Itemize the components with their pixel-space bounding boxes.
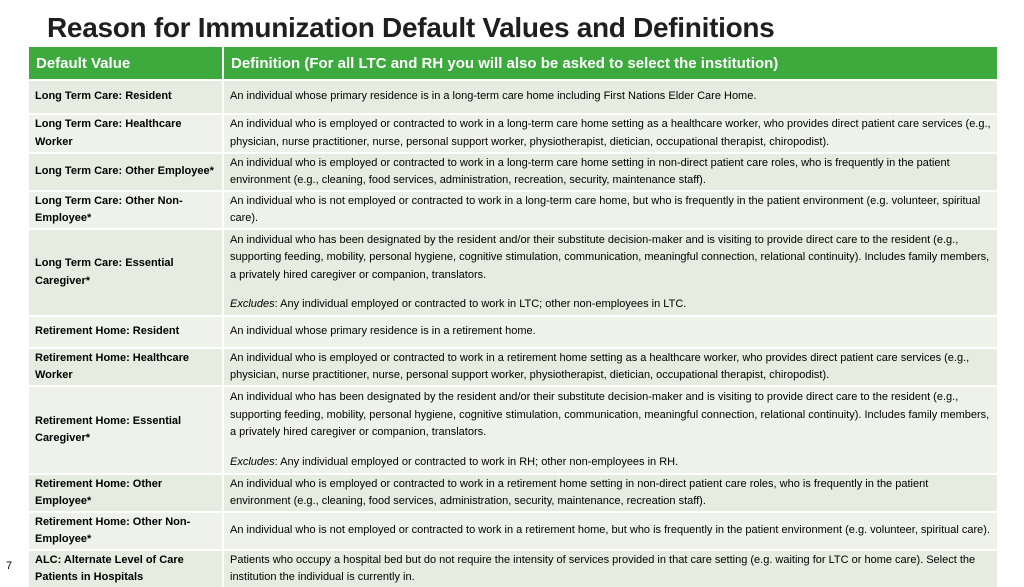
table-row (29, 511, 997, 549)
row-definition: An individual who is not employed or contracted to work in a long-term care home, but who is frequently in the patient environment (e.g. volunteer, spiritual care). (224, 192, 997, 228)
table-row (29, 473, 997, 511)
row-value: Retirement Home: Resident (29, 317, 224, 347)
row-definition: An individual who is employed or contracted to work in a retirement home setting in non-direct patient care roles, who is frequently in the patient environment (e.g., cleaning, food services, administration, security, maintenance, recreation staff). (224, 475, 997, 511)
row-value: Long Term Care: Resident (29, 81, 224, 113)
row-value: ALC: Alternate Level of Care Patients in Hospitals (29, 551, 224, 587)
row-value: Long Term Care: Healthcare Worker (29, 115, 224, 152)
row-definition: An individual who has been designated by the resident and/or their substitute decision-maker and is visiting to provide direct care to the resident (e.g., supporting feeding, mobility, personal hygiene, cognitive stimulation, communication, meaningful connection, relational continuity). Includes family members, a privately hired caregiver or companion, translators. Excludes: Any individual employed or contracted to work in LTC; other non-employees in LTC. (224, 230, 997, 315)
excludes-label: Excludes (230, 298, 275, 310)
table-header (29, 47, 997, 79)
page-number: 7 (6, 560, 13, 572)
table-row (29, 315, 997, 347)
page-title: Reason for Immunization Default Values and Definitions (47, 12, 775, 43)
row-value: Long Term Care: Other Non-Employee* (29, 192, 224, 228)
row-definition: An individual who is not employed or contracted to work in a retirement home, but who is frequently in the patient environment (e.g. volunteer, spiritual care). (224, 513, 997, 549)
row-value: Retirement Home: Other Non-Employee* (29, 513, 224, 549)
row-value: Retirement Home: Other Employee* (29, 475, 224, 511)
table-row (29, 385, 997, 473)
header-definition: Definition (For all LTC and RH you will also be asked to select the institution) (224, 47, 997, 79)
row-definition: An individual who is employed or contracted to work in a long-term care home setting as a healthcare worker, who provides direct patient care services (e.g., physician, nurse practitioner, nurse, personal support worker, physiotherapist, dietician, occupational therapist, chiropodist). (224, 115, 997, 152)
table-row (29, 549, 997, 587)
table-row (29, 79, 997, 113)
row-value: Long Term Care: Essential Caregiver* (29, 230, 224, 315)
row-definition: An individual whose primary residence is in a retirement home. (224, 317, 997, 347)
row-definition: An individual who is employed or contracted to work in a retirement home setting as a healthcare worker, who provides direct patient care services (e.g., physician, nurse practitioner, nurse, personal support worker, physiotherapist, dietician, occupational therapist, chiropodist). (224, 349, 997, 385)
row-value: Long Term Care: Other Employee* (29, 154, 224, 190)
table-row (29, 228, 997, 315)
row-definition: Patients who occupy a hospital bed but do not require the intensity of services provided in that care setting (e.g. waiting for LTC or home care). Select the institution the individual is currently in. (224, 551, 997, 587)
table-row (29, 190, 997, 228)
table-row (29, 347, 997, 385)
excludes-label: Excludes (230, 455, 275, 468)
row-definition: An individual who is employed or contracted to work in a long-term care home setting in non-direct patient care roles, who is frequently in the patient environment (e.g., cleaning, food services, administration, recreation, security, maintenance staff). (224, 154, 997, 190)
definitions-table (29, 47, 997, 587)
table-row (29, 152, 997, 190)
header-default-value: Default Value (29, 47, 224, 79)
row-value: Retirement Home: Essential Caregiver* (29, 387, 224, 473)
row-definition: An individual who has been designated by the resident and/or their substitute decision-maker and is visiting to provide direct care to the resident (e.g., supporting feeding, mobility, personal hygiene, cognitive stimulation, communication, meaningful connection, relational continuity). Includes family members, a privately hired caregiver or companion, translators. Excludes: Any individual employed or contracted to work in RH; other non-employees in RH. (224, 387, 997, 473)
table-row (29, 113, 997, 152)
row-value: Retirement Home: Healthcare Worker (29, 349, 224, 385)
row-definition: An individual whose primary residence is in a long-term care home including First Nations Elder Care Home. (224, 81, 997, 113)
